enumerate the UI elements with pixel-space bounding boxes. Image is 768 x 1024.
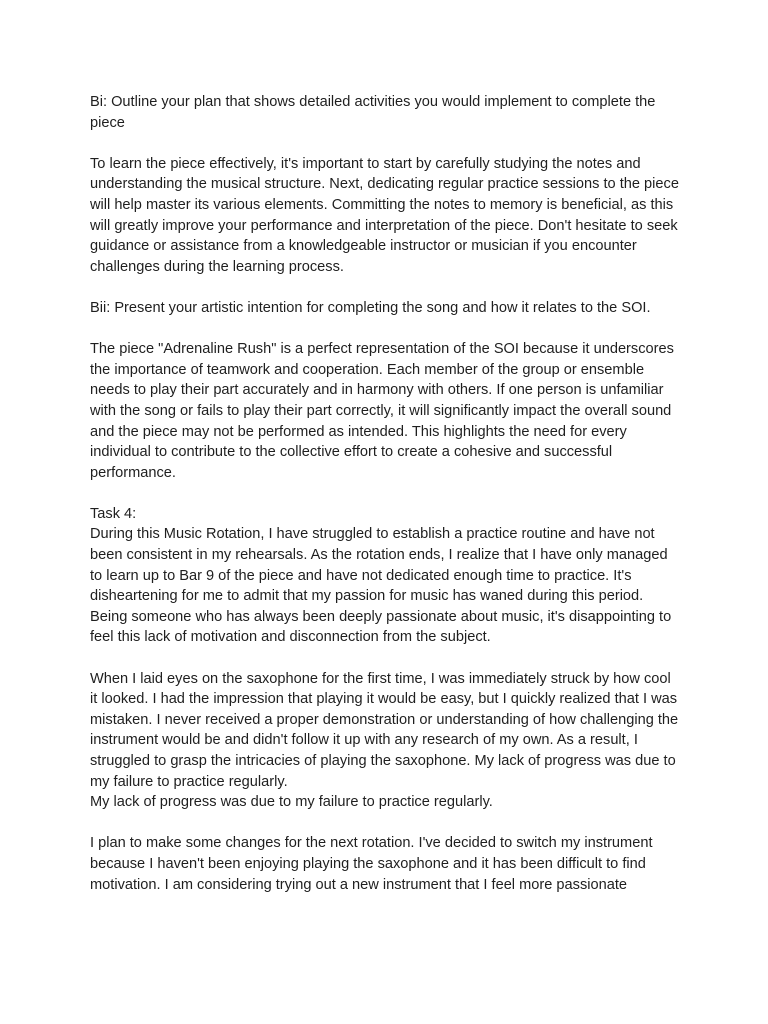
document-body xyxy=(90,92,680,916)
task4-paragraph-1: During this Music Rotation, I have struggled to establish a practice routine and have not been consistent in my rehearsals. As the rotation ends, I realize that I have only managed to learn up to Bar 9 of the piece and have not dedicated enough time to practice. It's disheartening for me to admit that my passion for music has waned during this period. Being someone who has always been deeply passionate about music, it's disappointing to feel this lack of motivation and disconnection from the subject. xyxy=(90,526,672,646)
task4-paragraph-3: I plan to make some changes for the next rotation. I've decided to switch my instrument because I haven't been enjoying playing the saxophone and it has been difficult to find motivation. I am considering trying out a new instrument that I feel more passionate xyxy=(90,835,653,893)
task4-paragraph-2-repeat: My lack of progress was due to my failure to practice regularly. xyxy=(90,794,493,811)
task4-paragraph-2: When I laid eyes on the saxophone for the first time, I was immediately struck by how cool it looked. I had the impression that playing it would be easy, but I quickly realized that I was mistaken. I never received a proper demonstration or understanding of how challenging the instrument would be and didn't follow it up with any research of my own. As a result, I struggled to grasp the intricacies of playing the saxophone. My lack of progress was due to my failure to practice regularly. xyxy=(90,670,679,790)
task4-heading: Task 4: xyxy=(90,505,137,522)
question-bi: Bi: Outline your plan that shows detailed activities you would implement to complete the piece xyxy=(90,94,656,131)
answer-bii: The piece "Adrenaline Rush" is a perfect representation of the SOI because it underscores the importance of teamwork and cooperation. Each member of the group or ensemble needs to play their part accurately and in harmony with others. If one person is unfamiliar with the song or fails to play their part correctly, it will significantly impact the overall sound and the piece may not be performed as intended. This highlights the need for every individual to contribute to the collective effort to create a cohesive and successful performance. xyxy=(90,341,674,481)
answer-bi: To learn the piece effectively, it's important to start by carefully studying the notes and understanding the musical structure. Next, dedicating regular practice sessions to the piece will help master its various elements. Committing the notes to memory is beneficial, as this will greatly improve your performance and interpretation of the piece. Don't hesitate to seek guidance or assistance from a knowledgeable instructor or musician if you encounter challenges during the learning process. xyxy=(90,155,679,275)
question-bii: Bii: Present your artistic intention for completing the song and how it relates to the SOI. xyxy=(90,299,651,316)
